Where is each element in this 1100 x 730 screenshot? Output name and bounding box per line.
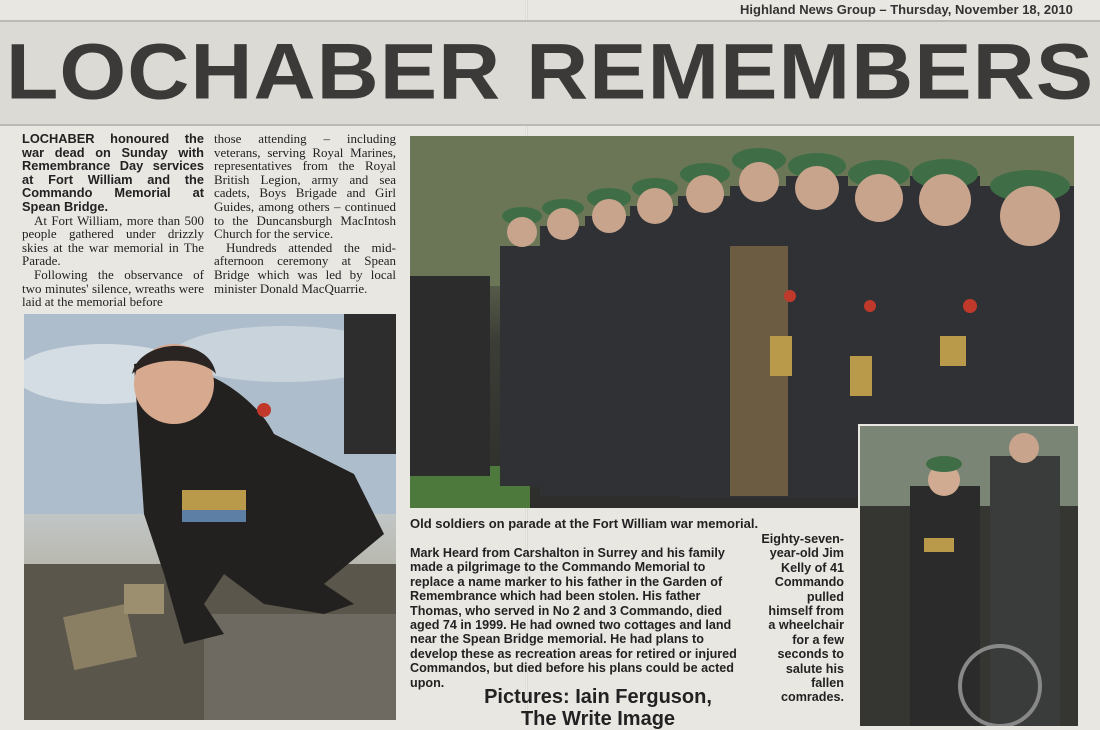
story-caption: Mark Heard from Carshalton in Surrey and his family made a pilgrimage to the Commando Memorial to replace a name marker to his father in the Garden of Remembrance which had been stolen. His father Thomas, who served in No 2 and 3 Commando, died aged 74 in 1999. He had owned two cottages and land near the Spean Bridge memorial. He had plans to develop these as recreation areas for retired or injured Commandos, but died before his plans could be acted upon. bbox=[410, 546, 737, 690]
jim-kelly-caption: Eighty-seven-year-old Jim Kelly of 41 Commando pulled himself from a wheelchair for a few seconds to salute his fallen comrades. bbox=[761, 532, 844, 705]
main-photo-caption: Old soldiers on parade at the Fort William war memorial. bbox=[410, 516, 759, 531]
article-paragraph: those attending – including veterans, serving Royal Marines, representatives from the Royal British Legion, army and sea cadets, Boys Brigade and Girl Guides, among others – continued to the Duncansburgh MacIntosh Church for the service. bbox=[214, 131, 396, 242]
photo-credit bbox=[438, 686, 758, 730]
photo-inset-illustration bbox=[860, 426, 1078, 726]
publication-line: Highland News Group – Thursday, November 18, 2010 bbox=[740, 2, 1073, 17]
photo-jim-kelly-saluting bbox=[858, 424, 1078, 726]
photo-credit-line-1: Pictures: Iain Ferguson, bbox=[484, 686, 712, 708]
article-paragraph: Following the observance of two minutes' silence, wreaths were laid at the memorial before bbox=[22, 266, 204, 310]
photo-kneeling-man bbox=[24, 314, 396, 720]
photo-credit-line-2: The Write Image bbox=[520, 708, 676, 730]
article-lead: LOCHABER honoured the war dead on Sunday with Remembrance Day services at Fort William and the Commando Memorial at Spean Bridge. bbox=[22, 131, 204, 214]
article-paragraph: Hundreds attended the mid-afternoon ceremony at Spean Bridge which was led by local minister Donald MacQuarrie. bbox=[214, 239, 396, 296]
article-paragraph: At Fort William, more than 500 people gathered under drizzly skies at the war memorial in The Parade. bbox=[22, 212, 204, 269]
article-column-2 bbox=[214, 132, 396, 295]
article-column-1 bbox=[22, 132, 204, 309]
headline: LOCHABER REMEMBERS bbox=[5, 27, 1095, 117]
photo-kneeling-man-illustration bbox=[24, 314, 396, 720]
